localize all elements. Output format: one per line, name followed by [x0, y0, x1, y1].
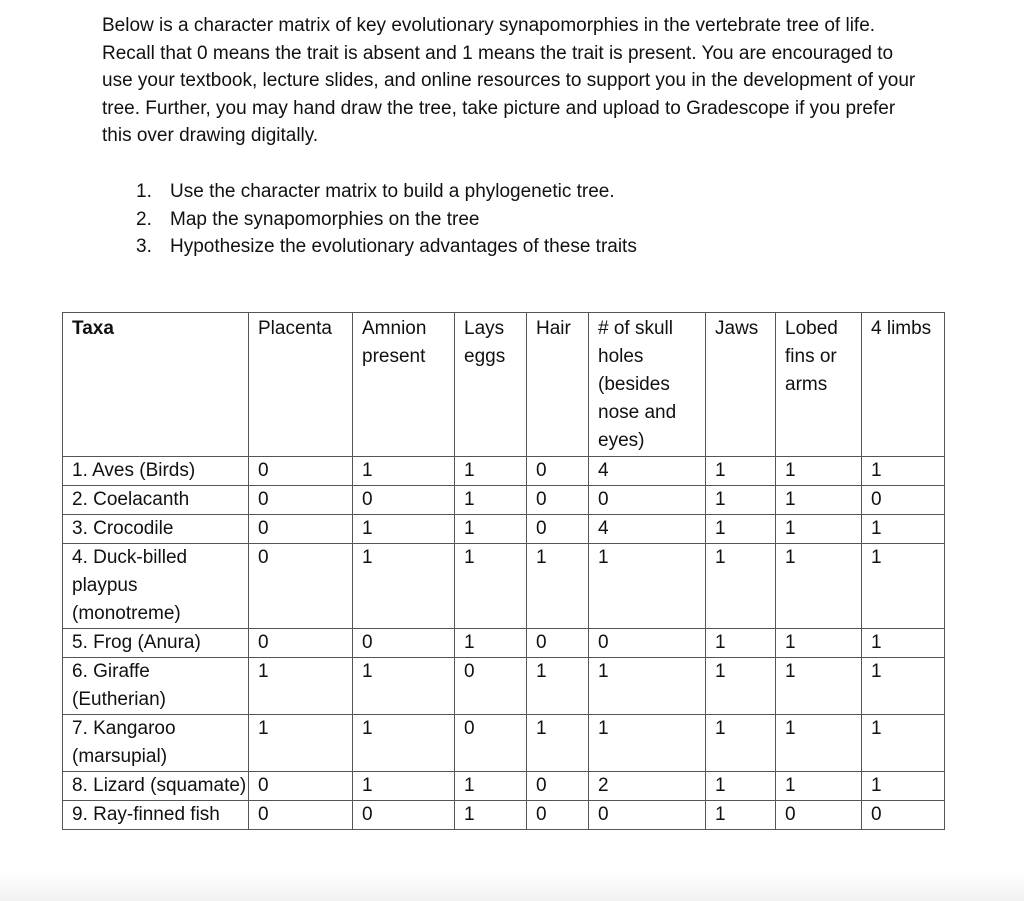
taxon-cell: 7. Kangaroo (marsupial) [63, 715, 249, 772]
trait-cell: 1 [706, 486, 776, 515]
table-row [63, 457, 945, 486]
character-matrix-table [62, 312, 945, 830]
trait-cell: 1 [776, 457, 862, 486]
trait-cell: 1 [776, 544, 862, 629]
trait-cell: 0 [527, 629, 589, 658]
trait-cell: 0 [249, 457, 353, 486]
trait-cell: 1 [706, 629, 776, 658]
trait-cell: 0 [249, 515, 353, 544]
table-row [63, 658, 945, 715]
trait-cell: 1 [862, 544, 945, 629]
instructions-paragraph: Below is a character matrix of key evolutionary synapomorphies in the vertebrate tree of life. Recall that 0 means the trait is absent and 1 means the trait is present. You are encouraged to use your textbook, lecture slides, and online resources to support you in the development of your tree. Further, you may hand draw the tree, take picture and upload to Gradescope if you prefer this over drawing digitally. [102, 15, 916, 147]
trait-cell: 4 [589, 457, 706, 486]
task-number: 1. [136, 181, 152, 202]
column-header-placenta: Placenta [249, 313, 353, 457]
table-row [63, 515, 945, 544]
taxon-cell: 8. Lizard (squamate) [63, 772, 249, 801]
trait-cell: 1 [455, 629, 527, 658]
column-header-lays-eggs: Lays eggs [455, 313, 527, 457]
column-header-skull-holes: # of skull holes (besides nose and eyes) [589, 313, 706, 457]
task-item [136, 206, 637, 234]
trait-cell: 0 [527, 772, 589, 801]
trait-cell: 0 [455, 658, 527, 715]
trait-cell: 1 [776, 629, 862, 658]
table-row [63, 772, 945, 801]
column-header-taxa: Taxa [63, 313, 249, 457]
trait-cell: 1 [353, 658, 455, 715]
trait-cell: 1 [706, 658, 776, 715]
taxon-cell: 4. Duck-billed playpus (monotreme) [63, 544, 249, 629]
task-number: 3. [136, 236, 152, 258]
trait-cell: 1 [455, 544, 527, 629]
trait-cell: 0 [776, 801, 862, 830]
trait-cell: 1 [706, 801, 776, 830]
trait-cell: 1 [455, 801, 527, 830]
trait-cell: 1 [249, 658, 353, 715]
taxon-cell: 3. Crocodile [63, 515, 249, 544]
trait-cell: 1 [589, 658, 706, 715]
trait-cell: 2 [589, 772, 706, 801]
task-text: Use the character matrix to build a phylogenetic tree. [170, 181, 615, 202]
column-header-lobed-fins: Lobed fins or arms [776, 313, 862, 457]
table-row [63, 486, 945, 515]
trait-cell: 0 [589, 801, 706, 830]
page-bottom-shadow [0, 872, 1024, 901]
trait-cell: 0 [353, 629, 455, 658]
column-header-4-limbs: 4 limbs [862, 313, 945, 457]
column-header-jaws: Jaws [706, 313, 776, 457]
trait-cell: 1 [862, 658, 945, 715]
trait-cell: 0 [353, 486, 455, 515]
trait-cell: 1 [455, 772, 527, 801]
taxon-cell: 5. Frog (Anura) [63, 629, 249, 658]
trait-cell: 4 [589, 515, 706, 544]
trait-cell: 1 [776, 486, 862, 515]
trait-cell: 1 [862, 772, 945, 801]
taxon-cell: 6. Giraffe (Eutherian) [63, 658, 249, 715]
column-header-amnion: Amnion present [353, 313, 455, 457]
trait-cell: 1 [862, 457, 945, 486]
trait-cell: 1 [527, 658, 589, 715]
trait-cell: 1 [706, 515, 776, 544]
trait-cell: 0 [589, 629, 706, 658]
trait-cell: 1 [706, 715, 776, 772]
table-row [63, 801, 945, 830]
trait-cell: 1 [776, 715, 862, 772]
trait-cell: 0 [589, 486, 706, 515]
task-item [136, 233, 637, 261]
trait-cell: 1 [455, 486, 527, 515]
trait-cell: 0 [527, 515, 589, 544]
trait-cell: 0 [527, 486, 589, 515]
table-row [63, 544, 945, 629]
trait-cell: 1 [862, 715, 945, 772]
trait-cell: 0 [249, 544, 353, 629]
trait-cell: 1 [249, 715, 353, 772]
taxon-cell: 2. Coelacanth [63, 486, 249, 515]
trait-cell: 1 [776, 658, 862, 715]
trait-cell: 0 [862, 801, 945, 830]
trait-cell: 1 [706, 772, 776, 801]
trait-cell: 0 [249, 629, 353, 658]
trait-cell: 1 [706, 544, 776, 629]
table-row [63, 629, 945, 658]
trait-cell: 0 [353, 801, 455, 830]
trait-cell: 1 [862, 629, 945, 658]
taxon-cell: 9. Ray-finned fish [63, 801, 249, 830]
trait-cell: 1 [455, 515, 527, 544]
trait-cell: 0 [249, 486, 353, 515]
task-list [136, 178, 637, 261]
task-number: 2. [136, 208, 152, 230]
taxon-cell: 1. Aves (Birds) [63, 457, 249, 486]
task-text: Map the synapomorphies on the tree [170, 208, 480, 230]
trait-cell: 0 [527, 457, 589, 486]
trait-cell: 1 [455, 457, 527, 486]
task-text: Hypothesize the evolutionary advantages of these traits [170, 236, 637, 258]
trait-cell: 1 [353, 544, 455, 629]
trait-cell: 1 [776, 515, 862, 544]
trait-cell: 1 [706, 457, 776, 486]
trait-cell: 1 [527, 715, 589, 772]
trait-cell: 1 [589, 544, 706, 629]
trait-cell: 1 [527, 544, 589, 629]
column-header-hair: Hair [527, 313, 589, 457]
trait-cell: 0 [249, 801, 353, 830]
table-row [63, 715, 945, 772]
trait-cell: 0 [527, 801, 589, 830]
trait-cell: 0 [862, 486, 945, 515]
header-row [63, 313, 945, 457]
trait-cell: 1 [353, 457, 455, 486]
trait-cell: 0 [455, 715, 527, 772]
trait-cell: 1 [589, 715, 706, 772]
trait-cell: 1 [353, 772, 455, 801]
task-item [136, 178, 637, 206]
trait-cell: 1 [862, 515, 945, 544]
trait-cell: 0 [249, 772, 353, 801]
trait-cell: 1 [353, 515, 455, 544]
trait-cell: 1 [353, 715, 455, 772]
trait-cell: 1 [776, 772, 862, 801]
